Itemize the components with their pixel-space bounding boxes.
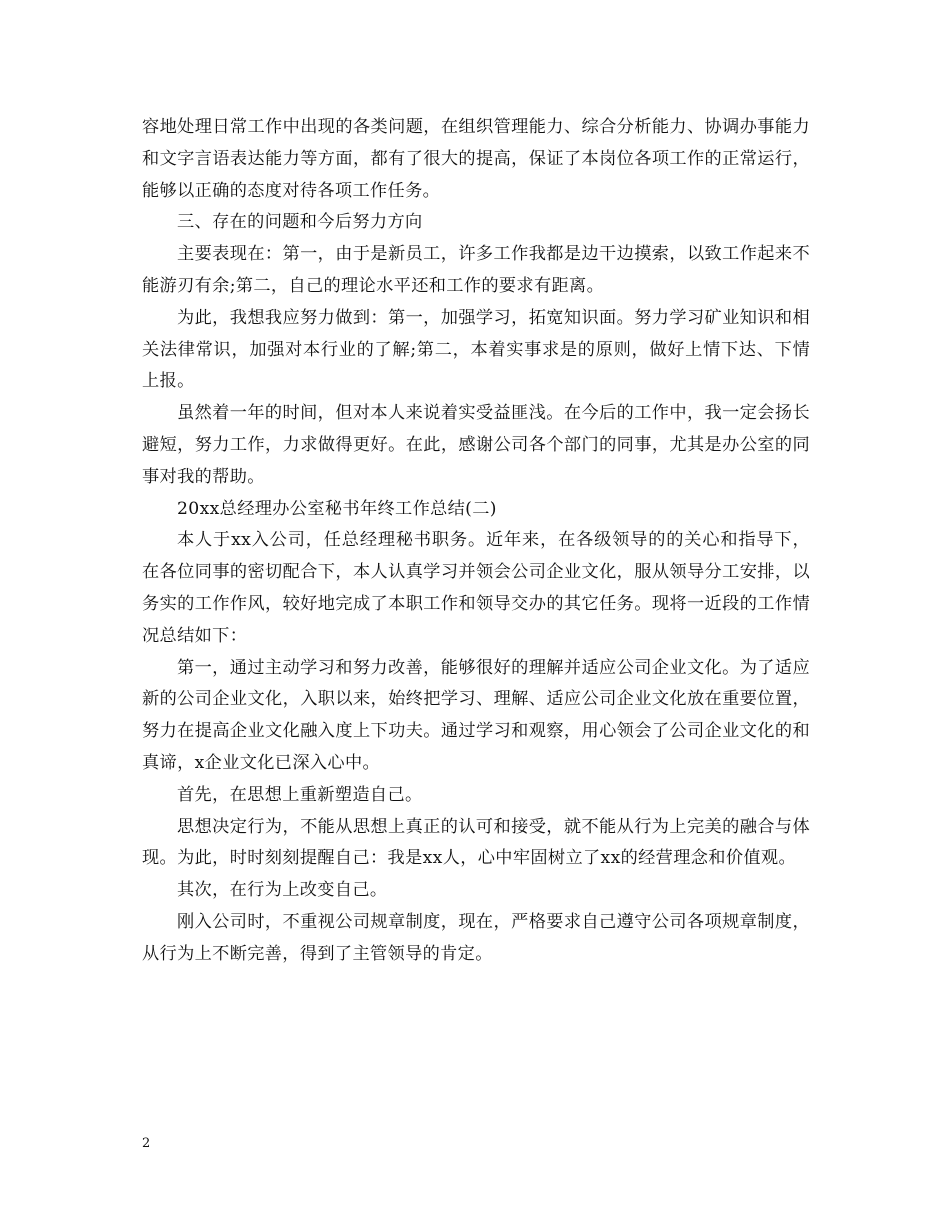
paragraph-improvement-plan: 为此，我想我应努力做到：第一，加强学习，拓宽知识面。努力学习矿业知识和相关法律常识，加强对本行业的了解;第二，本着实事求是的原则，做好上情下达、下情上报。 bbox=[142, 307, 810, 392]
paragraph-thanks: 虽然着一年的时间，但对本人来说着实受益匪浅。在今后的工作中，我一定会扬长避短，努力工作，力求做得更好。在此，感谢公司各个部门的同事，尤其是办公室的同事对我的帮助。 bbox=[142, 403, 810, 487]
paragraph-rules: 刚入公司时，不重视公司规章制度，现在，严格要求自己遵守公司各项规章制度，从行为上不断完善，得到了主管领导的肯定。 bbox=[142, 911, 810, 964]
paragraph-main-issues: 主要表现在：第一，由于是新员工，许多工作我都是边干边摸索，以致工作起来不能游刃有余;第二，自己的理论水平还和工作的要求有距离。 bbox=[142, 244, 810, 296]
paragraph-thought-behavior: 思想决定行为，不能从思想上真正的认可和接受，就不能从行为上完美的融合与体现。为此，时时刻刻提醒自己：我是xx人，心中牢固树立了xx的经营理念和价值观。 bbox=[142, 816, 810, 869]
paragraph-1: 容地处理日常工作中出现的各类问题，在组织管理能力、综合分析能力、协调办事能力和文字言语表达能力等方面，都有了很大的提高，保证了本岗位各项工作的正常运行，能够以正确的态度对待各项工作任务。 bbox=[142, 117, 810, 201]
paragraph-second-step: 其次，在行为上改变自己。 bbox=[177, 880, 388, 901]
page-number: 2 bbox=[142, 1136, 151, 1151]
section-heading-problems: 三、存在的问题和今后努力方向 bbox=[177, 212, 423, 233]
section-title-summary-two: 20xx总经理办公室秘书年终工作总结(二) bbox=[177, 498, 497, 519]
paragraph-first-step: 首先，在思想上重新塑造自己。 bbox=[177, 784, 423, 805]
document-body bbox=[142, 112, 810, 971]
paragraph-introduction: 本人于xx入公司，任总经理秘书职务。近年来，在各级领导的的关心和指导下，在各位同事的密切配合下，本人认真学习并领会公司企业文化，服从领导分工安排，以务实的工作作风，较好地完成了本职工作和领导交办的其它任务。现将一近段的工作情况总结如下： bbox=[142, 530, 810, 646]
paragraph-first-point: 第一，通过主动学习和努力改善，能够很好的理解并适应公司企业文化。为了适应新的公司企业文化，入职以来，始终把学习、理解、适应公司企业文化放在重要位置，努力在提高企业文化融入度上下功夫。通过学习和观察，用心领会了公司企业文化的和真谛，x企业文化已深入心中。 bbox=[142, 657, 810, 773]
